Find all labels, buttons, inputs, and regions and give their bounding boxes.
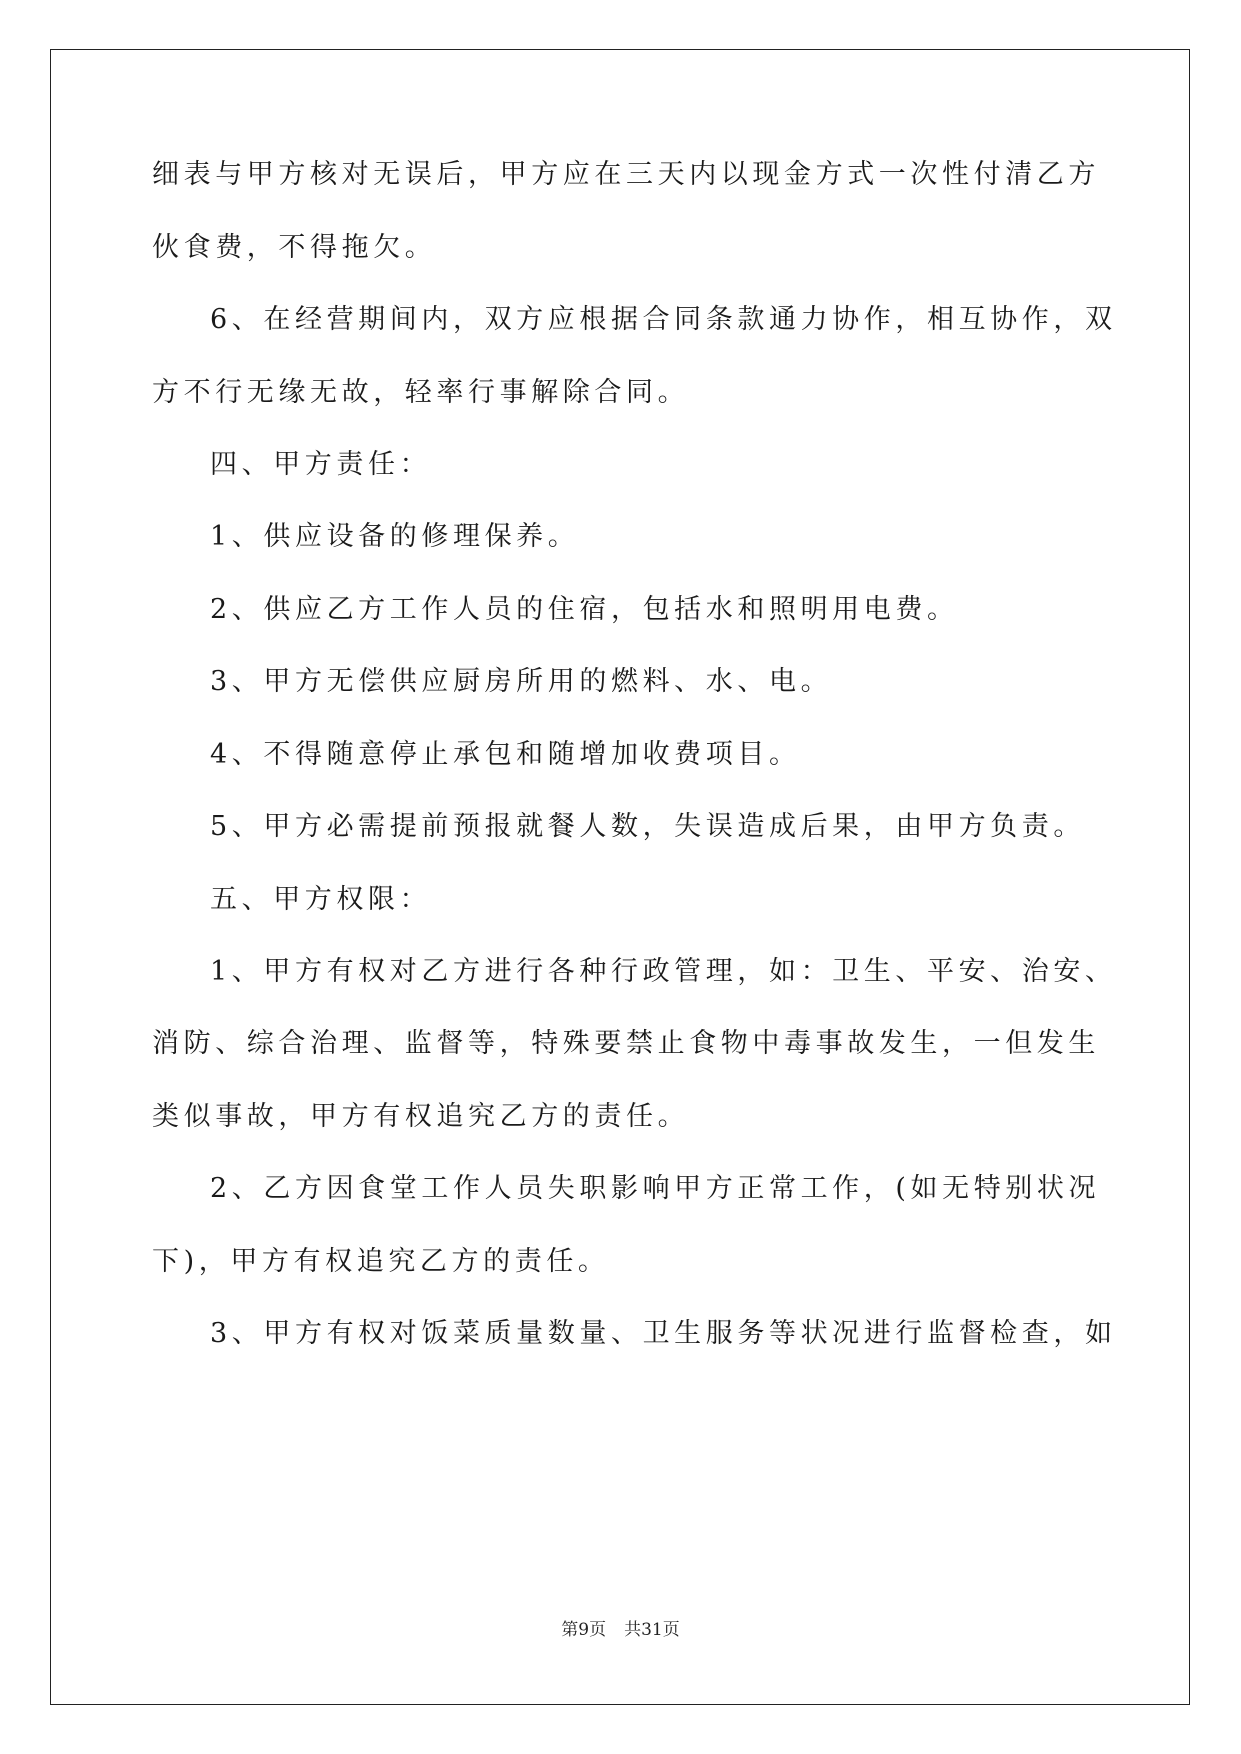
text-line: 4、不得随意停止承包和随增加收费项目。 [210,739,801,770]
text-line: 5、甲方必需提前预报就餐人数，失误造成后果，由甲方负责。 [210,811,1085,842]
section-heading: 四、甲方责任： [210,449,432,480]
text-line: 细表与甲方核对无误后，甲方应在三天内以现金方式一次性付清乙方 [152,159,1100,190]
text-line: 伙食费，不得拖欠。 [152,232,437,263]
text-line: 方不行无缘无故，轻率行事解除合同。 [152,377,690,408]
page-border [50,49,1190,1705]
page-total: 共31页 [624,1620,680,1640]
text-line: 3、甲方无偿供应厨房所用的燃料、水、电。 [210,666,833,697]
text-line: 1、供应设备的修理保养。 [210,521,580,552]
text-line: 消防、综合治理、监督等，特殊要禁止食物中毒事故发生，一但发生 [152,1028,1100,1059]
text-line: 下)，甲方有权追究乙方的责任。 [152,1246,610,1277]
text-line: 类似事故，甲方有权追究乙方的责任。 [152,1101,690,1132]
text-line: 3、甲方有权对饭菜质量数量、卫生服务等状况进行监督检查，如 [210,1318,1117,1349]
page-number: 第9页 [561,1620,607,1640]
text-line: 2、供应乙方工作人员的住宿，包括水和照明用电费。 [210,594,959,625]
section-heading: 五、甲方权限： [210,884,432,915]
text-line: 6、在经营期间内，双方应根据合同条款通力协作，相互协作，双 [210,304,1117,335]
page-footer [0,1618,1241,1642]
text-line: 1、甲方有权对乙方进行各种行政管理，如：卫生、平安、治安、 [210,956,1117,987]
text-line: 2、乙方因食堂工作人员失职影响甲方正常工作，(如无特别状况 [210,1173,1101,1204]
